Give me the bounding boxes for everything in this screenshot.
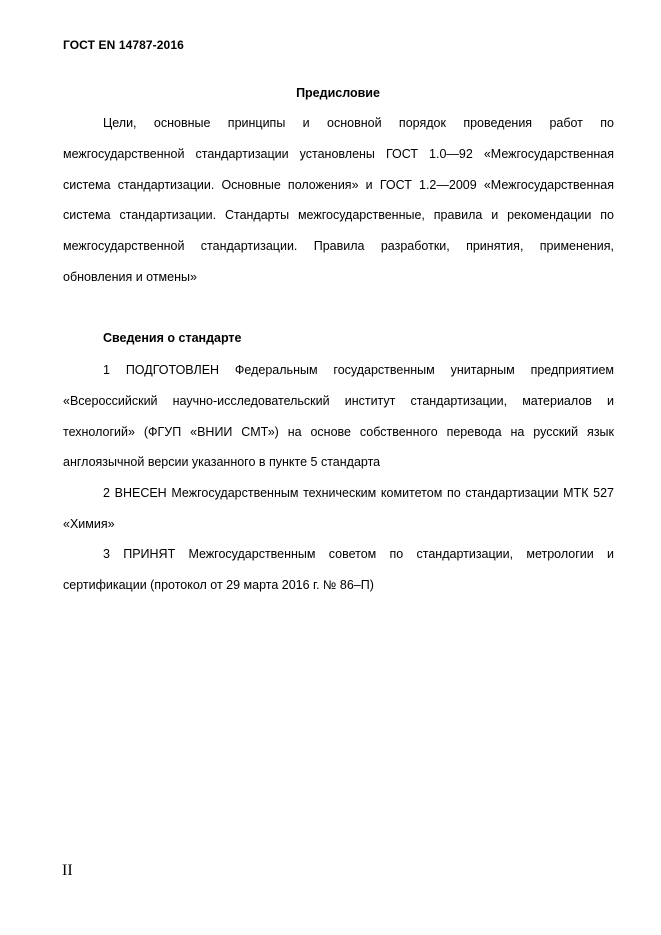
standard-info-item-2: 2 ВНЕСЕН Межгосударственным техническим комитетом по стандартизации МТК 527 «Химия» (63, 486, 614, 531)
page-number: II (62, 862, 73, 879)
standard-info-title: Сведения о стандарте (103, 331, 242, 345)
foreword-paragraph: Цели, основные принципы и основной порядок проведения работ по межгосударственной стандартизации установлены ГОСТ 1.0—92 «Межгосударственная система стандартизации. Основные положения» и ГОСТ 1.2—2009 «Межгосударственная система стандартизации. Стандарты межгосударственные, правила и рекомендации по межгосударственной стандартизации. Правила разработки, принятия, применения, обновления и отмены» (63, 116, 614, 284)
foreword-title: Предисловие (296, 86, 380, 100)
standard-code-header: ГОСТ EN 14787-2016 (63, 38, 184, 52)
standard-info-item-1: 1 ПОДГОТОВЛЕН Федеральным государственным унитарным предприятием «Всероссийский научно-исследовательский институт стандартизации, материалов и технологий» (ФГУП «ВНИИ СМТ») на основе собственного перевода на русский язык англоязычной версии указанного в пункте 5 стандарта (63, 363, 614, 470)
standard-info-item-3: 3 ПРИНЯТ Межгосударственным советом по стандартизации, метрологии и сертификации (протокол от 29 марта 2016 г. № 86–П) (63, 547, 614, 592)
